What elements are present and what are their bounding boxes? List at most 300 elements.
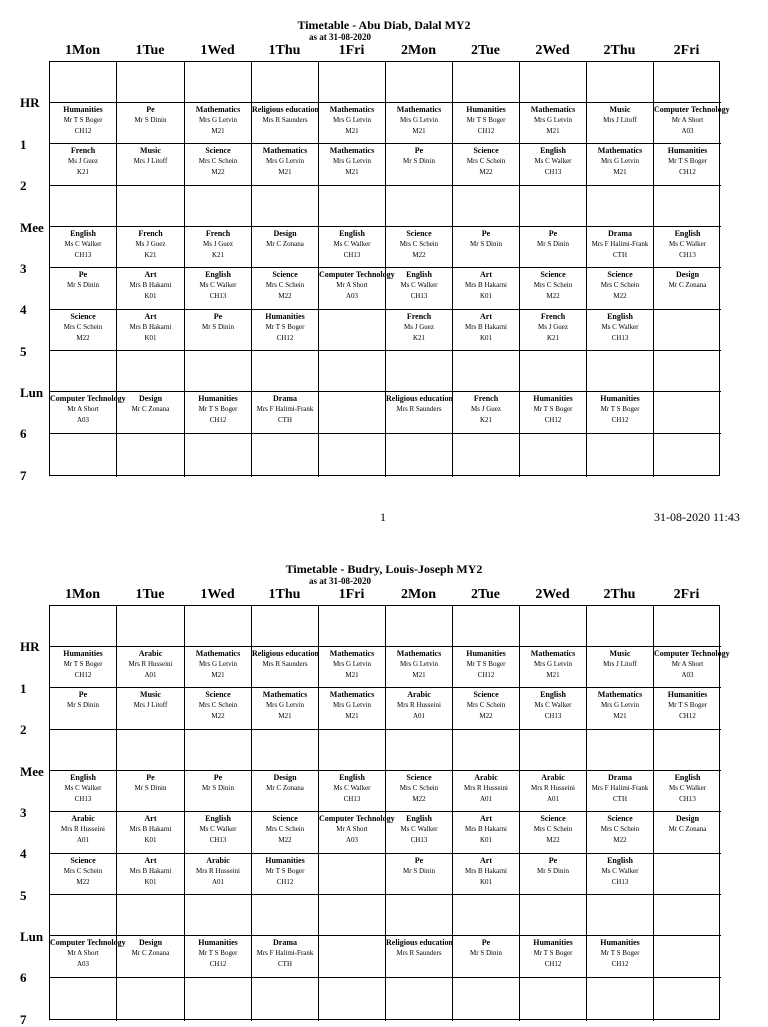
- lesson-teacher: Mrs G Letvin: [265, 701, 305, 709]
- lesson-cell: [319, 647, 386, 688]
- lesson-room: CH12: [74, 671, 92, 679]
- lesson-subject: Humanities: [533, 394, 573, 403]
- lesson-cell: [117, 854, 185, 895]
- lesson-cell: [185, 434, 252, 477]
- lesson-room: M21: [211, 671, 225, 679]
- lesson-subject: Humanities: [63, 105, 103, 114]
- lesson-cell: [117, 310, 185, 351]
- lesson-teacher: Mrs G Letvin: [533, 660, 573, 668]
- lesson-cell: [185, 144, 252, 186]
- lesson-cell: [520, 936, 587, 978]
- lesson-cell: [386, 771, 453, 812]
- lesson-teacher: Mr S Dinin: [537, 240, 569, 248]
- lesson-room: CH13: [343, 251, 361, 259]
- lesson-subject: Computer Technology: [50, 394, 126, 403]
- day-header: 2Fri: [673, 43, 700, 58]
- lesson-teacher: Mrs C Schein: [600, 281, 640, 289]
- lesson-teacher: Mr A Short: [336, 281, 368, 289]
- lesson-subject: Drama: [608, 229, 632, 238]
- lesson-subject: English: [607, 856, 633, 865]
- lesson-cell: [520, 103, 587, 144]
- lesson-cell: [319, 62, 386, 103]
- lesson-subject: Pe: [78, 270, 88, 279]
- lesson-cell: [252, 936, 319, 978]
- lesson-teacher: Mrs F Halimi-Frank: [256, 949, 314, 957]
- lesson-room: CH13: [679, 251, 696, 259]
- lesson-room: K01: [144, 292, 157, 300]
- lesson-teacher: Ms C Walker: [199, 281, 237, 289]
- lesson-subject: Arabic: [71, 814, 95, 823]
- lesson-cell: [117, 268, 185, 310]
- lesson-cell: [50, 392, 126, 434]
- timetable-title: Timetable - Abu Diab, Dalal MY2: [297, 18, 471, 32]
- lesson-room: M22: [211, 712, 225, 720]
- lesson-teacher: Mrs G Letvin: [198, 660, 238, 668]
- timetable-grid: [49, 605, 730, 1020]
- lesson-subject: Computer Technology: [50, 938, 126, 947]
- lesson-subject: Science: [70, 856, 96, 865]
- lesson-cell: [520, 647, 587, 688]
- lesson-subject: Science: [205, 690, 231, 699]
- lesson-cell: [386, 144, 453, 186]
- lesson-teacher: Mr S Dinin: [403, 867, 435, 875]
- lesson-subject: Mathematics: [329, 649, 375, 658]
- lesson-cell: [386, 730, 453, 771]
- lesson-teacher: Mrs G Letvin: [332, 660, 372, 668]
- lesson-room: CH12: [544, 416, 562, 424]
- lesson-teacher: Mr T S Boger: [600, 405, 640, 413]
- lesson-teacher: Ms C Walker: [333, 240, 371, 248]
- lesson-room: M22: [546, 292, 560, 300]
- lesson-teacher: Mr A Short: [336, 825, 368, 833]
- lesson-subject: Science: [70, 312, 96, 321]
- lesson-cell: [117, 62, 185, 103]
- lesson-cell: [117, 812, 185, 854]
- day-header: 1Mon: [65, 587, 100, 602]
- lesson-subject: Music: [140, 690, 161, 699]
- as-at-date: as at 31-08-2020: [309, 576, 371, 586]
- lesson-cell: [453, 936, 520, 978]
- lesson-cell: [654, 936, 721, 978]
- lesson-room: M22: [613, 292, 627, 300]
- lesson-teacher: Mrs C Schein: [63, 867, 103, 875]
- lesson-cell: [319, 186, 386, 227]
- lesson-cell: [185, 606, 252, 647]
- period-label: Lun: [20, 929, 44, 944]
- lesson-subject: Pe: [146, 105, 155, 114]
- lesson-room: A03: [76, 960, 90, 968]
- lesson-room: K01: [144, 878, 157, 886]
- lesson-room: CH12: [611, 416, 629, 424]
- lesson-room: M22: [412, 251, 426, 259]
- lesson-cell: [319, 268, 395, 310]
- lesson-teacher: Mrs C Schein: [265, 825, 305, 833]
- lesson-subject: Mathematics: [195, 105, 241, 114]
- lesson-room: M21: [546, 127, 560, 135]
- lesson-teacher: Mrs G Letvin: [399, 116, 439, 124]
- lesson-cell: [185, 351, 252, 392]
- timetable-1: [0, 18, 768, 483]
- lesson-subject: Drama: [608, 773, 632, 782]
- lesson-subject: Religious education: [386, 394, 453, 403]
- lesson-teacher: Mrs G Letvin: [332, 701, 372, 709]
- lesson-teacher: Mrs J Litoff: [603, 660, 637, 668]
- lesson-room: M21: [613, 712, 627, 720]
- lesson-cell: [654, 854, 721, 895]
- lesson-room: K01: [479, 334, 493, 342]
- lesson-room: K21: [479, 416, 493, 424]
- lesson-room: M22: [412, 795, 426, 803]
- lesson-cell: [587, 730, 654, 771]
- lesson-subject: Humanities: [466, 105, 506, 114]
- lesson-room: K01: [479, 878, 493, 886]
- lesson-room: CH12: [209, 416, 227, 424]
- lesson-subject: Design: [138, 394, 163, 403]
- day-header: 2Thu: [603, 43, 636, 58]
- lesson-cell: [117, 647, 185, 688]
- lesson-cell: [386, 978, 453, 1021]
- lesson-subject: English: [70, 773, 96, 782]
- lesson-room: A01: [412, 712, 426, 720]
- day-header: 1Tue: [135, 587, 165, 602]
- lesson-room: A03: [681, 127, 694, 135]
- lesson-subject: Pe: [414, 146, 424, 155]
- lesson-room: M21: [345, 127, 359, 135]
- lesson-subject: English: [406, 270, 432, 279]
- lesson-subject: Computer Technology: [654, 649, 730, 658]
- lesson-subject: English: [607, 312, 633, 321]
- lesson-teacher: Mr C Zonana: [668, 281, 707, 289]
- lesson-cell: [386, 392, 453, 434]
- lesson-subject: English: [339, 773, 365, 782]
- lesson-teacher: Mrs R Husseini: [464, 784, 508, 792]
- lesson-teacher: Mrs G Letvin: [332, 157, 372, 165]
- day-header: 2Mon: [401, 587, 436, 602]
- lesson-teacher: Mr S Dinin: [202, 323, 234, 331]
- lesson-cell: [520, 310, 587, 351]
- lesson-teacher: Mr C Zonana: [266, 784, 304, 792]
- lesson-cell: [453, 310, 520, 351]
- lesson-subject: Science: [473, 690, 499, 699]
- lesson-teacher: Mrs G Letvin: [600, 701, 640, 709]
- period-label: 6: [20, 426, 27, 441]
- lesson-teacher: Ms C Walker: [668, 240, 707, 248]
- lesson-teacher: Mrs C Schein: [63, 323, 103, 331]
- lesson-cell: [319, 895, 386, 936]
- lesson-cell: [453, 351, 520, 392]
- lesson-cell: [185, 227, 252, 268]
- lesson-subject: Art: [480, 312, 492, 321]
- lesson-cell: [319, 730, 386, 771]
- lesson-teacher: Mrs G Letvin: [399, 660, 439, 668]
- lesson-cell: [252, 434, 319, 477]
- lesson-cell: [520, 895, 587, 936]
- lesson-room: M21: [345, 671, 359, 679]
- lesson-cell: [252, 392, 319, 434]
- lesson-cell: [587, 144, 654, 186]
- lesson-room: K01: [479, 292, 493, 300]
- lesson-teacher: Mr T S Boger: [668, 701, 707, 709]
- lesson-cell: [50, 730, 117, 771]
- lesson-cell: [50, 227, 117, 268]
- lesson-cell: [252, 730, 319, 771]
- period-label: Mee: [20, 220, 44, 235]
- lesson-cell: [587, 62, 654, 103]
- lesson-teacher: Mrs G Letvin: [533, 116, 573, 124]
- period-label: 7: [20, 468, 27, 483]
- lesson-teacher: Ms C Walker: [333, 784, 371, 792]
- lesson-room: CH13: [74, 795, 92, 803]
- lesson-teacher: Mr A Short: [67, 949, 99, 957]
- lesson-subject: Science: [205, 146, 231, 155]
- lesson-teacher: Mr S Dinin: [202, 784, 234, 792]
- lesson-teacher: Mrs C Schein: [399, 240, 439, 248]
- lesson-cell: [587, 310, 654, 351]
- lesson-cell: [386, 606, 453, 647]
- lesson-teacher: Ms J Guez: [404, 323, 434, 331]
- lesson-room: CH13: [343, 795, 361, 803]
- lesson-cell: [185, 392, 252, 434]
- lesson-teacher: Mr T S Boger: [63, 660, 103, 668]
- lesson-room: CH12: [74, 127, 92, 135]
- lesson-cell: [319, 688, 386, 730]
- lesson-room: A03: [681, 671, 694, 679]
- lesson-subject: Mathematics: [396, 105, 442, 114]
- timetable-title: Timetable - Budry, Louis-Joseph MY2: [285, 562, 483, 576]
- lesson-subject: French: [205, 229, 231, 238]
- lesson-cell: [520, 434, 587, 477]
- lesson-teacher: Mr T S Boger: [466, 660, 506, 668]
- lesson-teacher: Mrs B Hakarni: [129, 825, 172, 833]
- day-header: 1Tue: [135, 43, 165, 58]
- lesson-cell: [520, 186, 587, 227]
- lesson-teacher: Mrs G Letvin: [198, 116, 238, 124]
- lesson-cell: [117, 434, 185, 477]
- lesson-teacher: Mr S Dinin: [67, 701, 99, 709]
- period-label: 4: [20, 846, 27, 861]
- lesson-cell: [587, 936, 654, 978]
- lesson-cell: [50, 186, 117, 227]
- lesson-room: CTH: [613, 251, 627, 259]
- lesson-subject: Humanities: [265, 312, 305, 321]
- lesson-subject: Pe: [78, 690, 88, 699]
- lesson-teacher: Mrs J Litoff: [603, 116, 637, 124]
- lesson-cell: [117, 144, 185, 186]
- lesson-cell: [587, 434, 654, 477]
- lesson-cell: [319, 310, 386, 351]
- lesson-cell: [520, 268, 587, 310]
- lesson-teacher: Ms J Guez: [471, 405, 501, 413]
- lesson-cell: [319, 812, 395, 854]
- lesson-room: CH12: [276, 878, 294, 886]
- lesson-subject: Mathematics: [597, 690, 643, 699]
- lesson-cell: [654, 434, 721, 477]
- lesson-subject: English: [674, 229, 701, 238]
- lesson-teacher: Ms C Walker: [199, 825, 237, 833]
- lesson-subject: Pe: [548, 229, 558, 238]
- lesson-room: CTH: [278, 416, 292, 424]
- lesson-cell: [185, 268, 252, 310]
- lesson-cell: [654, 978, 721, 1021]
- lesson-teacher: Ms J Guez: [203, 240, 233, 248]
- lesson-cell: [654, 688, 721, 730]
- lesson-subject: Pe: [213, 773, 223, 782]
- lesson-room: CH12: [679, 712, 696, 720]
- lesson-subject: Art: [144, 312, 157, 321]
- lesson-teacher: Mrs C Schein: [533, 281, 573, 289]
- lesson-cell: [117, 606, 185, 647]
- lesson-subject: Humanities: [198, 394, 238, 403]
- period-label: 2: [20, 722, 27, 737]
- lesson-cell: [520, 730, 587, 771]
- lesson-subject: Religious education: [252, 649, 319, 658]
- day-header: 1Thu: [268, 43, 301, 58]
- lesson-cell: [453, 268, 520, 310]
- lesson-room: K21: [76, 168, 90, 176]
- lesson-cell: [252, 688, 319, 730]
- lesson-cell: [252, 606, 319, 647]
- lesson-cell: [654, 227, 721, 268]
- lesson-cell: [50, 606, 117, 647]
- lesson-cell: [252, 978, 319, 1021]
- lesson-teacher: Mrs B Hakarni: [465, 323, 507, 331]
- period-label: HR: [20, 639, 40, 654]
- lesson-room: CH12: [276, 334, 294, 342]
- day-header: 2Wed: [535, 587, 570, 602]
- lesson-cell: [319, 351, 386, 392]
- lesson-room: M22: [613, 836, 627, 844]
- lesson-subject: Mathematics: [530, 649, 576, 658]
- lesson-cell: [654, 647, 730, 688]
- lesson-cell: [587, 895, 654, 936]
- lesson-teacher: Mr S Dinin: [537, 867, 569, 875]
- lesson-room: M21: [345, 712, 359, 720]
- lesson-subject: Pe: [548, 856, 558, 865]
- period-label: HR: [20, 95, 40, 110]
- lesson-subject: Humanities: [265, 856, 305, 865]
- lesson-cell: [252, 144, 319, 186]
- lesson-cell: [587, 186, 654, 227]
- lesson-subject: English: [205, 270, 231, 279]
- lesson-room: M21: [211, 127, 225, 135]
- lesson-teacher: Mrs J Litoff: [133, 701, 168, 709]
- lesson-teacher: Mrs R Husseini: [128, 660, 173, 668]
- lesson-subject: Drama: [273, 394, 297, 403]
- lesson-subject: Mathematics: [195, 649, 241, 658]
- lesson-room: A01: [211, 878, 225, 886]
- lesson-cell: [185, 103, 252, 144]
- lesson-cell: [453, 771, 520, 812]
- lesson-teacher: Mrs R Husseini: [61, 825, 105, 833]
- lesson-room: M21: [412, 671, 426, 679]
- lesson-teacher: Ms C Walker: [400, 281, 438, 289]
- lesson-teacher: Mrs J Litoff: [133, 157, 168, 165]
- lesson-cell: [319, 144, 386, 186]
- lesson-subject: English: [540, 690, 566, 699]
- lesson-cell: [50, 688, 117, 730]
- lesson-room: CH12: [544, 960, 562, 968]
- lesson-room: M22: [211, 168, 225, 176]
- lesson-cell: [520, 351, 587, 392]
- lesson-cell: [654, 730, 721, 771]
- lesson-teacher: Mrs G Letvin: [265, 157, 305, 165]
- lesson-subject: Mathematics: [597, 146, 643, 155]
- lesson-subject: Humanities: [667, 690, 708, 699]
- lesson-cell: [185, 854, 252, 895]
- lesson-subject: Arabic: [407, 690, 431, 699]
- lesson-room: CH13: [209, 836, 227, 844]
- lesson-cell: [117, 186, 185, 227]
- lesson-subject: Drama: [273, 938, 297, 947]
- lesson-room: CTH: [613, 795, 627, 803]
- lesson-room: K01: [479, 836, 493, 844]
- lesson-teacher: Mrs B Hakarni: [465, 281, 507, 289]
- lesson-teacher: Mrs C Schein: [198, 157, 238, 165]
- period-label: Lun: [20, 385, 44, 400]
- lesson-cell: [386, 688, 453, 730]
- lesson-cell: [654, 771, 721, 812]
- lesson-teacher: Ms C Walker: [534, 157, 572, 165]
- lesson-subject: Science: [272, 814, 298, 823]
- lesson-cell: [252, 812, 319, 854]
- lesson-cell: [319, 392, 386, 434]
- lesson-teacher: Mrs B Hakarni: [129, 281, 172, 289]
- lesson-teacher: Mrs G Letvin: [600, 157, 640, 165]
- lesson-room: CTH: [278, 960, 292, 968]
- lesson-teacher: Mrs B Hakarni: [129, 323, 172, 331]
- lesson-cell: [654, 62, 721, 103]
- day-header: 1Thu: [268, 587, 301, 602]
- lesson-subject: Mathematics: [329, 690, 375, 699]
- lesson-cell: [386, 854, 453, 895]
- lesson-cell: [520, 854, 587, 895]
- lesson-subject: Design: [138, 938, 163, 947]
- lesson-cell: [453, 227, 520, 268]
- lesson-cell: [453, 606, 520, 647]
- lesson-cell: [117, 730, 185, 771]
- lesson-teacher: Mr T S Boger: [198, 405, 238, 413]
- lesson-cell: [654, 392, 721, 434]
- lesson-cell: [185, 771, 252, 812]
- lesson-room: A01: [144, 671, 157, 679]
- lesson-teacher: Mr C Zonana: [668, 825, 707, 833]
- lesson-teacher: Mrs C Schein: [600, 825, 640, 833]
- lesson-subject: Design: [675, 814, 700, 823]
- lesson-subject: Mathematics: [329, 146, 375, 155]
- lesson-cell: [185, 895, 252, 936]
- lesson-room: CH13: [544, 712, 562, 720]
- lesson-subject: English: [540, 146, 566, 155]
- lesson-cell: [50, 978, 117, 1021]
- lesson-cell: [520, 392, 587, 434]
- lesson-cell: [386, 227, 453, 268]
- lesson-teacher: Mr T S Boger: [600, 949, 640, 957]
- lesson-teacher: Mr T S Boger: [198, 949, 238, 957]
- lesson-cell: [252, 310, 319, 351]
- lesson-cell: [453, 144, 520, 186]
- lesson-subject: Science: [607, 814, 633, 823]
- lesson-subject: Arabic: [138, 649, 163, 658]
- lesson-teacher: Mr S Dinin: [470, 949, 502, 957]
- lesson-subject: Science: [473, 146, 499, 155]
- period-label: 6: [20, 970, 27, 985]
- lesson-room: M22: [278, 836, 292, 844]
- lesson-subject: Mathematics: [329, 105, 375, 114]
- lesson-cell: [587, 771, 654, 812]
- lesson-cell: [50, 854, 117, 895]
- lesson-subject: Pe: [481, 229, 491, 238]
- lesson-room: K01: [144, 334, 157, 342]
